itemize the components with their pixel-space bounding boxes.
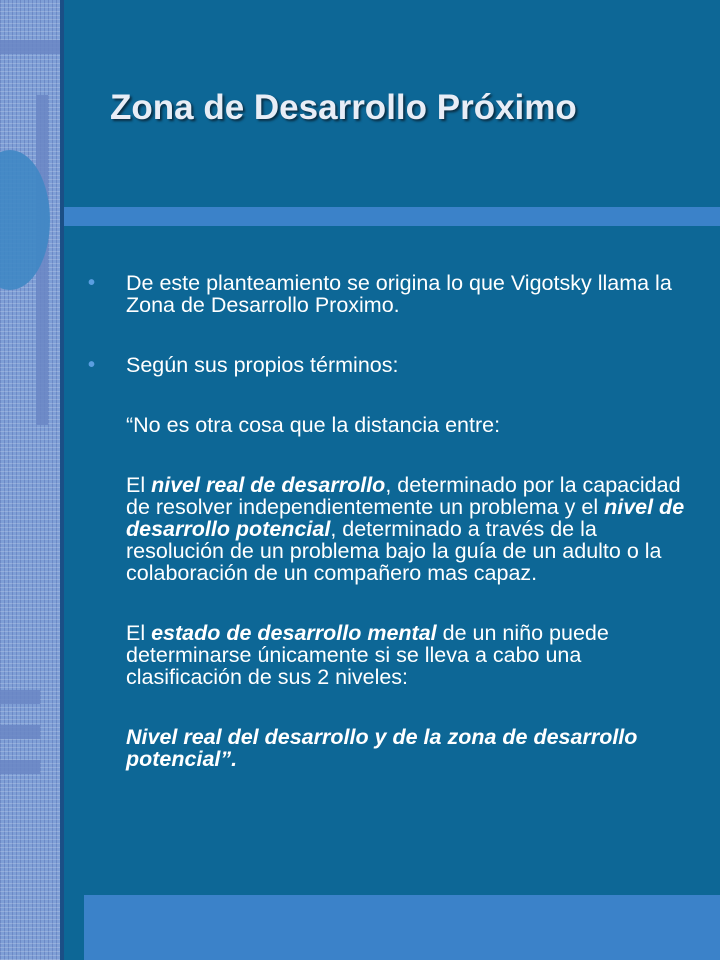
bullet-item xyxy=(88,354,698,376)
bottom-accent-block xyxy=(84,895,720,960)
bullet-item xyxy=(88,272,698,316)
closing-statement: Nivel real del desarrollo y de la zona de desarrollo potencial”. xyxy=(126,725,638,771)
text-run: El xyxy=(126,621,152,645)
emphasis-real-level: nivel real de desarrollo xyxy=(151,473,386,497)
text-run: El xyxy=(126,473,152,497)
paragraph-mental-state xyxy=(88,622,698,688)
strip-bar xyxy=(0,760,40,774)
text-run: de un niño puede determinarse únicamente si se lleva a cabo una clasificación de sus 2 niveles: xyxy=(126,621,609,689)
slide-body xyxy=(88,272,698,808)
decorative-left-strip xyxy=(0,0,60,960)
bullet-marker: • xyxy=(88,354,96,376)
bullet-marker: • xyxy=(88,272,96,294)
strip-edge xyxy=(60,0,64,960)
strip-bar xyxy=(0,40,60,54)
slide-title: Zona de Desarrollo Próximo xyxy=(110,88,577,127)
text-run: , determinado a través de la resolución de un problema bajo la guía de un adulto o la colaboración de un compañero mas capaz. xyxy=(126,517,662,585)
bullet-text: Según sus propios términos: xyxy=(126,353,399,377)
strip-bar xyxy=(0,690,40,704)
paragraph-levels xyxy=(88,474,698,584)
title-underline-bar xyxy=(64,207,720,226)
strip-bar xyxy=(0,725,40,739)
quote-intro: “No es otra cosa que la distancia entre: xyxy=(126,413,501,437)
emphasis-potential-level: nivel de desarrollo potencial xyxy=(126,495,685,541)
emphasis-mental-state: estado de desarrollo mental xyxy=(151,621,437,645)
text-run: , determinado por la capacidad de resolver independientemente un problema y el xyxy=(126,473,681,519)
bullet-text: De este planteamiento se origina lo que Vigotsky llama la Zona de Desarrollo Proximo. xyxy=(126,271,672,317)
